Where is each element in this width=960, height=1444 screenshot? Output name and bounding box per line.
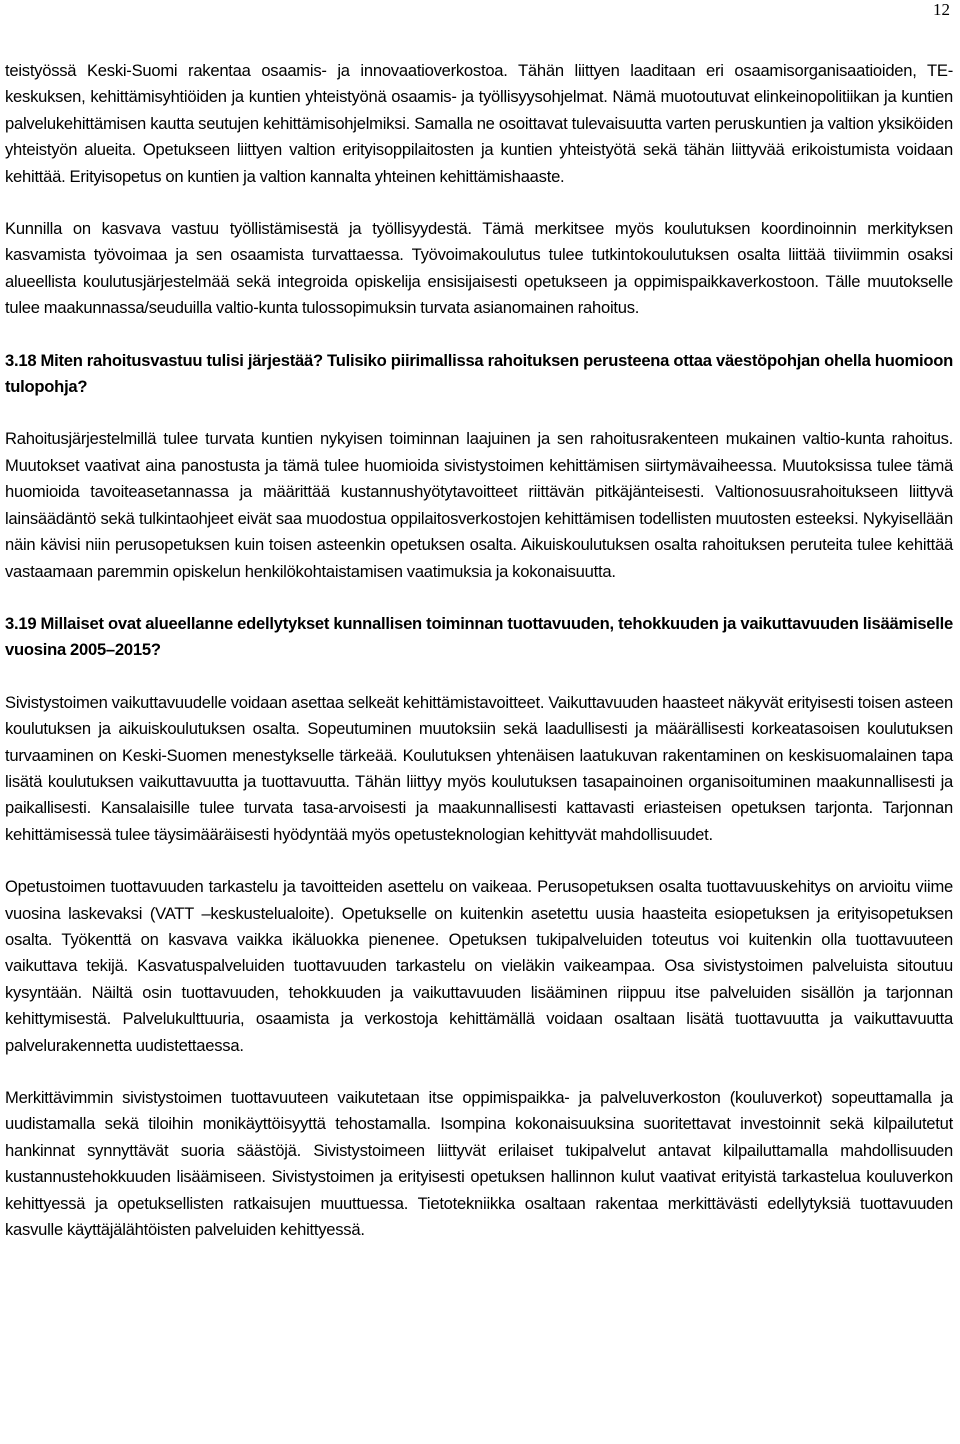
paragraph-2: Kunnilla on kasvava vastuu työllistämisestä ja työllisyydestä. Tämä merkitsee myös koulutuksen koordinoinnin merkityksen kasvamista työvoimaa ja sen osaamista turvattaessa. Työvoimakoulutus tulee tutkintokoulutuksen osalta liittää tiiviimmin osaksi alueellista koulutusjärjestelmää sekä integroida opiskelija ensisijaisesti opetukseen ja oppimispaikkaverkostoon. Tälle muutokselle tulee maakunnassa/seuduilla valtio-kunta tulossopimuksin turvata asianomainen rahoitus. xyxy=(5,219,953,318)
paragraph-6: Merkittävimmin sivistystoimen tuottavuuteen vaikutetaan itse oppimispaikka- ja palveluverkoston (kouluverkot) sopeuttamalla ja uudistamalla sekä tiloihin monikäyttöisyyttä tehostamalla. Isompina kokonaisuuksina suoritettavat investoinnit sekä kilpailutetut hankinnat synnyttävät suoria säästöjä. Sivistystoimeen liittyvät erilaiset tukipalvelut antavat kilpailuttamalla mahdollisuuden kustannustehokkuuden lisäämiseen. Sivistystoimen ja erityisesti opetuksen hallinnon kulut vaativat erityistä tarkastelua kouluverkon kehittyessä ja opetuksellisten ratkaisujen muuttuessa. Tietotekniikka osaltaan rakentaa merkittävästi edellytyksiä tuottavuuden kasvulle käyttäjälähtöisten palveluiden kehittyessä. xyxy=(5,1088,953,1240)
paragraph-5: Opetustoimen tuottavuuden tarkastelu ja tavoitteiden asettelu on vaikeaa. Perusopetuksen osalta tuottavuuskehitys on arvioitu viime vuosina laskevaksi (VATT –keskustelualoite). Opetukselle on kuitenkin asetettu uusia haasteita esiopetuksen ja erityisopetuksen osalta. Työkenttä on kasvava vaikka ikäluokka pienenee. Opetuksen tukipalveluiden toteutus voi kuitenkin olla tuottavuuteen vaikuttava tekijä. Kasvatuspalveluiden tuottavuuden tarkastelu on vieläkin vaikeampaa. Osa sivistystoimen palveluista sitoutuu kysyntään. Näiltä osin tuottavuuden, tehokkuuden ja vaikuttavuuden lisääminen riippuu itse palveluiden sisällön ja tarjonnan kehittymisestä. Palvelukulttuuria, osaamista ja verkostoja kehittämällä voidaan osaltaan lisätä tuottavuutta ja vaikuttavuutta palvelurakennetta uudistettaessa. xyxy=(5,877,953,1055)
paragraph-gap xyxy=(5,322,953,348)
paragraph-1: teistyössä Keski-Suomi rakentaa osaamis- ja innovaatioverkostoa. Tähän liittyen laaditaan eri osaamisorganisaatioiden, TE-keskuksen, kehittämisyhtiöiden ja kuntien yhteistyönä osaamis- ja työllisyysohjelmat. Nämä muotoutuvat elinkeinopolitiikan ja kuntien palvelukehittämisen kautta seutujen kehittämisohjelmiksi. Samalla ne osoittavat tulevaisuutta varten peruskuntien ja valtion yksiköiden yhteistyön alueita. Opetukseen liittyen valtion erityisoppilaitosten ja kuntien yhteistyötä sekä tähän liittyvää erikoistumista voidaan kehittää. Erityisopetus on kuntien ja valtion kannalta yhteinen kehittämishaaste. xyxy=(5,61,953,186)
paragraph-gap xyxy=(5,1059,953,1085)
section-heading-3-18: 3.18 Miten rahoitusvastuu tulisi järjestää? Tulisiko piirimallissa rahoituksen perusteena ottaa väestöpohjan ohella huomioon tulopohja? xyxy=(5,350,953,397)
paragraph-3: Rahoitusjärjestelmillä tulee turvata kuntien nykyisen toiminnan laajuinen ja sen rahoitusrakenteen mukainen valtio-kunta rahoitus. Muutokset vaativat aina panostusta ja tämä tulee huomioida sivistystoimen kehittämisen siirtymävaiheessa. Muutoksissa tulee tämä huomioida tavoiteasetannassa ja määrittää kustannushyötytavoitteet riittävän pitkäjänteisesti. Valtionosuusrahoitukseen liittyvä lainsäädäntö sekä tulkintaohjeet eivät saa muodostua oppilaitosverkostojen kehittämisen todellisten muutosten esteeksi. Nykyisellään näin kävisi niin perusopetuksen kuin toisen asteenkin opetuksen osalta. Aikuiskoulutuksen osalta rahoituksen peruteita tulee kehittää vastaamaan paremmin opiskelun henkilökohtaistamisen vaatimuksia ja kokonaisuutta. xyxy=(5,429,953,581)
page-number: 12 xyxy=(933,0,950,19)
paragraph-gap xyxy=(5,400,953,426)
paragraph-gap xyxy=(5,664,953,690)
document-body xyxy=(5,58,953,1243)
paragraph-gap xyxy=(5,190,953,216)
paragraph-4: Sivistystoimen vaikuttavuudelle voidaan asettaa selkeät kehittämistavoitteet. Vaikuttavuuden haasteet näkyvät erityisesti toisen asteen koulutuksen ja aikuiskoulutuksen osalta. Sopeutuminen muutoksiin sekä laadullisesti ja määrällisesti korkeatasoisen koulutuksen turvaaminen on Keski-Suomen menestykselle tärkeää. Koulutuksen yhtenäisen laatukuvan rakentaminen on keskisuomalainen tapa lisätä koulutuksen vaikuttavuutta ja tuottavuutta. Tähän liittyy myös koulutuksen tasapainoinen organisoituminen maakunnallisesti ja paikallisesti. Kansalaisille tulee turvata tasa-arvoisesti ja maakunnallisesti kattavasti eriasteisen opetuksen tarjonta. Tarjonnan kehittämisessä tulee täysimääräisesti hyödyntää myös opetusteknologian kehittyvät mahdollisuudet. xyxy=(5,692,953,844)
section-heading-3-19: 3.19 Millaiset ovat alueellanne edellytykset kunnallisen toiminnan tuottavuuden, tehokkuuden ja vaikuttavuuden lisäämiselle vuosina 2005–2015? xyxy=(5,613,953,660)
paragraph-gap xyxy=(5,585,953,611)
paragraph-gap xyxy=(5,848,953,874)
